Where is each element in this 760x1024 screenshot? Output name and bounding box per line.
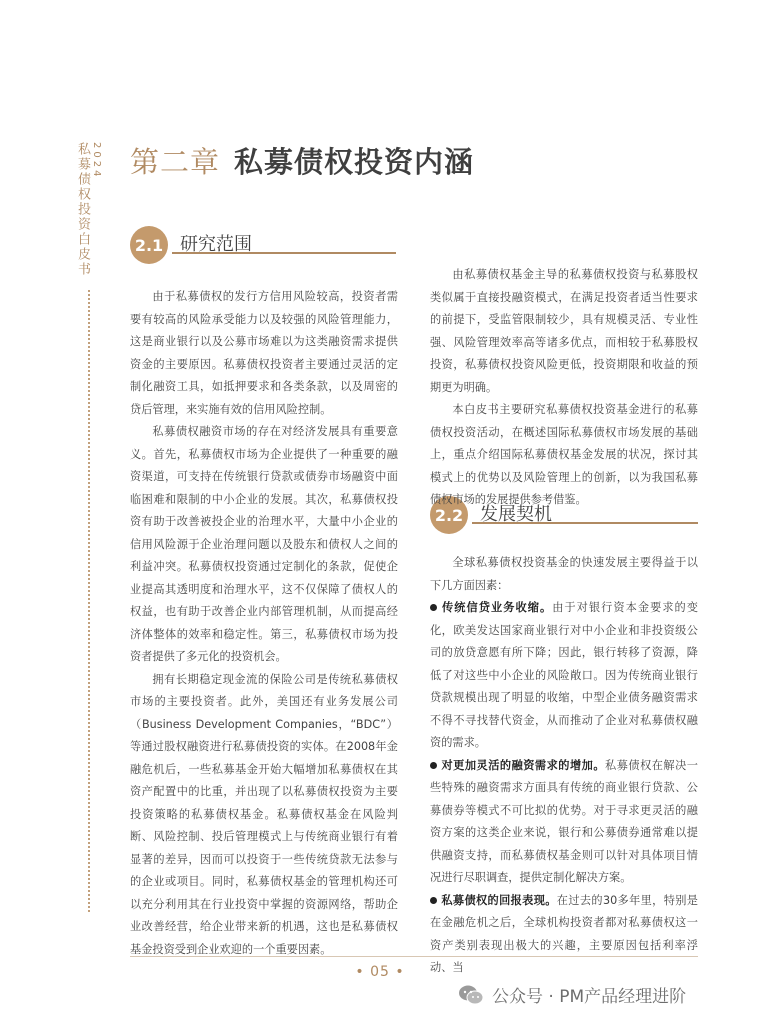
right-column-bottom: [430, 552, 698, 980]
side-year: 2024: [91, 142, 102, 180]
side-title: [76, 142, 102, 277]
page-dot-right: •: [389, 964, 405, 980]
section-2-1-heading: [130, 226, 396, 266]
section-badge: 2.1: [130, 226, 168, 264]
paragraph: 私募债权融资市场的存在对经济发展具有重要意义。首先，私募债权市场为企业提供了一种重要的融资渠道，可支持在传统银行贷款或债券市场融资中面临困难和限制的中小企业的发展。其次，私募债权投资有助于改善被投企业的治理水平，大量中小企业的信用风险源于企业治理问题以及股东和债权人之间的利益冲突。私募债权投资通过定制化的条款，促使企业提高其透明度和治理水平，这不仅保障了债权人的权益，也有助于改善企业内部管理机制，从而提高经济体整体的效率和稳定性。第三，私募债权市场为投资者提供了多元化的投资机会。: [130, 425, 398, 663]
wechat-icon: [458, 984, 484, 1006]
paragraph: 由于私募债权的发行方信用风险较高，投资者需要有较高的风险承受能力以及较强的风险管理能力，这是商业银行以及公募市场难以为这类融资需求提供资金的主要原因。私募债权投资者主要通过灵活的定制化融资工具，如抵押要求和各类条款，以及周密的贷后管理，来实施有效的信用风险控制。: [130, 290, 398, 416]
bullet-text: 在过去的30多年里，特别是在金融危机之后，全球机构投资者都对私募债权这一资产类别表现出极大的兴趣，主要原因包括利率浮动、当: [430, 893, 698, 974]
paragraph: 全球私募债权投资基金的快速发展主要得益于以下几方面因素：: [430, 556, 698, 592]
bullet-text: 由于对银行资本金要求的变化，欧美发达国家商业银行对中小企业和非投资级公司的放贷意愿有所下降；因此，银行转移了资源，降低了对这些中小企业的风险敞口。因为传统商业银行贷款规模出现了明显的收缩，中型企业债务融资需求不得不寻找替代资金，从而推动了企业对私募债权融资的需求。: [430, 601, 698, 749]
section-rule: [172, 252, 396, 254]
section-title: 研究范围: [180, 234, 252, 255]
page-dot-left: •: [355, 964, 371, 980]
side-book-title: 私募债权投资白皮书: [75, 142, 90, 277]
paragraph: 拥有长期稳定现金流的保险公司是传统私募债权市场的主要投资者。此外，美国还有业务发展公司（Business Development Companies，“BDC”）等通过股权融资进行私募债投资的实体。在2008年金融危机后，一些私募基金开始大幅增加私募债权在其资产配置中的比重，并出现了以私募债权投资为主要投资策略的私募债权基金。私募债权基金在风险判断、风险控制、投后管理模式上与传统商业银行有着显著的差异，因而可以投资于一些传统贷款无法参与的企业或项目。同时，私募债权基金的管理机构还可以充分利用其在行业投资中掌握的资源网络，帮助企业改善经营，给企业带来新的机遇，这也是私募债权基金投资受到企业欢迎的一个重要因素。: [130, 672, 398, 956]
bullet-item: [430, 597, 698, 755]
section-rule: [472, 522, 698, 524]
watermark: [458, 982, 686, 1007]
section-badge: 2.2: [430, 496, 468, 534]
bullet-item: [430, 755, 698, 890]
bullet-lead: 私募债权的回报表现。: [441, 893, 557, 907]
page-number: [0, 964, 760, 980]
paragraph: 由私募债权基金主导的私募债权投资与私募股权类似属于直接投融资模式，在满足投资者适当性要求的前提下，受监管限制较少，具有规模灵活、专业性强、风险管理效率高等诸多优点，而相较于私募股权投资，私募债权投资风险更低，投资期限和收益的预期更为明确。: [430, 268, 698, 394]
bullet-icon: [430, 762, 437, 769]
bullet-lead: 传统信贷业务收缩。: [441, 601, 553, 614]
chapter-number: 第二章: [130, 145, 221, 179]
chapter-name: 私募债权投资内涵: [234, 145, 475, 179]
page-number-value: 05: [370, 964, 390, 980]
paragraph: 本白皮书主要研究私募债权投资基金进行的私募债权投资活动，在概述国际私募债权市场发展的基础上，重点介绍国际私募债权基金发展的状况，探讨其模式上的优势以及风险管理上的创新，以为我国私募债权市场的发展提供参考借鉴。: [430, 403, 698, 506]
bullet-text: 私募债权在解决一些特殊的融资需求方面具有传统的商业银行贷款、公募债券等模式不可比拟的优势。对于寻求更灵活的融资方案的这类企业来说，银行和公募债券通常难以提供融资支持，而私募债权基金则可以针对具体项目情况进行尽职调查，提供定制化解决方案。: [430, 758, 698, 884]
chapter-heading: [130, 140, 474, 181]
section-title: 发展契机: [480, 504, 552, 525]
bullet-lead: 对更加灵活的融资需求的增加。: [441, 758, 606, 772]
left-column: [130, 286, 398, 961]
right-column-top: [430, 264, 698, 512]
watermark-text: 公众号 · PM产品经理进阶: [492, 987, 687, 1007]
bullet-icon: [430, 897, 437, 904]
side-dotted-line: [88, 290, 90, 912]
footer-rule: [130, 956, 698, 957]
bullet-icon: [430, 604, 437, 611]
